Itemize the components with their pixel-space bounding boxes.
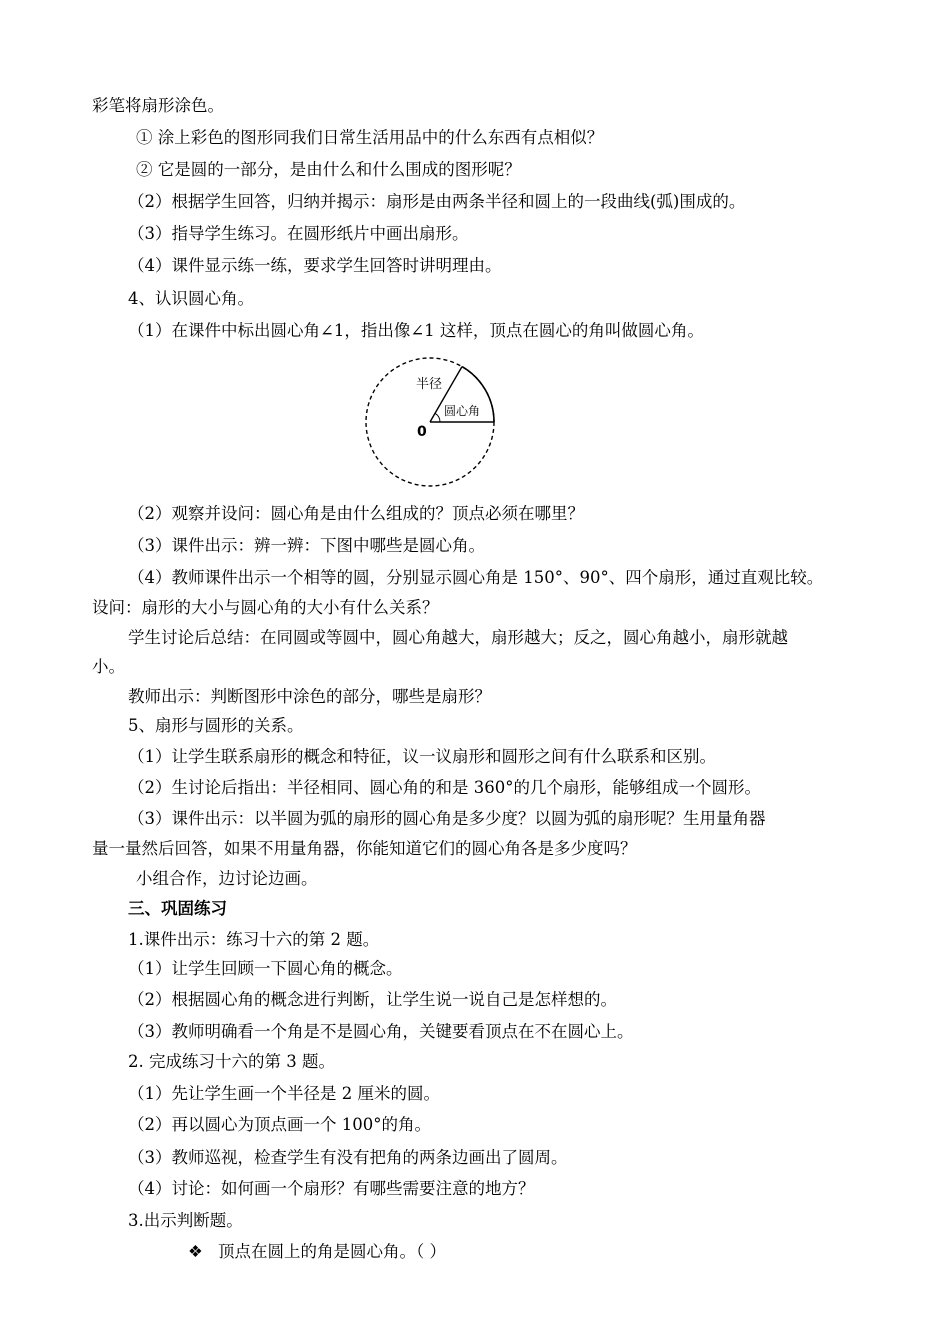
diamond-bullet-icon: ❖: [188, 1242, 203, 1261]
paragraph-line: （2）根据学生回答，归纳并揭示：扇形是由两条半径和圆上的一段曲线(弧)围成的。: [128, 192, 746, 211]
paragraph-line: （3）课件出示：以半圆为弧的扇形的圆心角是多少度？以圆为弧的扇形呢？生用量角器: [128, 809, 766, 828]
central-angle-diagram: [360, 352, 500, 492]
judgment-item: [188, 1241, 446, 1263]
paragraph-line: （1）先让学生画一个半径是 2 厘米的圆。: [128, 1084, 440, 1103]
question-item-1: ① 涂上彩色的图形同我们日常生活用品中的什么东西有点相似？: [136, 128, 604, 147]
paragraph-line: 设问：扇形的大小与圆心角的大小有什么关系？: [92, 598, 439, 617]
paragraph-line: （3）指导学生练习。在圆形纸片中画出扇形。: [128, 224, 469, 243]
judgment-item-text: 顶点在圆上的角是圆心角。（ ）: [218, 1242, 446, 1261]
paragraph-line: （4）课件显示练一练，要求学生回答时讲明理由。: [128, 256, 502, 275]
paragraph-line: （1）在课件中标出圆心角∠1，指出像∠1 这样，顶点在圆心的角叫做圆心角。: [128, 321, 704, 340]
angle-mark: [435, 413, 440, 422]
paragraph-line: （2）根据圆心角的概念进行判断，让学生说一说自己是怎样想的。: [128, 990, 617, 1009]
center-label: 0: [417, 424, 427, 440]
paragraph-line: （1）让学生联系扇形的概念和特征，议一议扇形和圆形之间有什么联系和区别。: [128, 747, 716, 766]
paragraph-line: （4）教师课件出示一个相等的圆，分别显示圆心角是 150°、90°、四个扇形，通过直观比较。: [128, 568, 824, 587]
paragraph-line: （2）生讨论后指出：半径相同、圆心角的和是 360°的几个扇形，能够组成一个圆形。: [128, 778, 761, 797]
paragraph-line: 1.课件出示：练习十六的第 2 题。: [128, 930, 380, 949]
section-heading: 5、扇形与圆形的关系。: [128, 716, 304, 735]
paragraph-line: 学生讨论后总结：在同圆或等圆中，圆心角越大，扇形越大；反之，圆心角越小，扇形就越: [128, 628, 788, 647]
paragraph-line: （1）让学生回顾一下圆心角的概念。: [128, 959, 403, 978]
paragraph-line: 2. 完成练习十六的第 3 题。: [128, 1052, 335, 1071]
paragraph-line: 量一量然后回答，如果不用量角器，你能知道它们的圆心角各是多少度吗？: [92, 839, 637, 858]
paragraph-line: 彩笔将扇形涂色。: [92, 96, 224, 115]
paragraph-line: （4）讨论：如何画一个扇形？有哪些需要注意的地方？: [128, 1179, 535, 1198]
radius-label: 半径: [416, 377, 443, 392]
section-heading: 三、巩固练习: [128, 899, 227, 918]
paragraph-line: 小组合作，边讨论边画。: [136, 869, 318, 888]
paragraph-line: 3.出示判断题。: [128, 1211, 243, 1230]
paragraph-line: （3）课件出示：辨一辨：下图中哪些是圆心角。: [128, 536, 485, 555]
angle-label: 圆心角: [444, 404, 481, 418]
paragraph-line: （2）再以圆心为顶点画一个 100°的角。: [128, 1115, 431, 1134]
paragraph-line: 教师出示：判断图形中涂色的部分，哪些是扇形？: [128, 687, 491, 706]
question-item-2: ② 它是圆的一部分，是由什么和什么围成的图形呢？: [136, 160, 521, 179]
paragraph-line: （3）教师巡视，检查学生有没有把角的两条边画出了圆周。: [128, 1148, 568, 1167]
paragraph-line: 小。: [92, 657, 125, 676]
paragraph-line: （3）教师明确看一个角是不是圆心角，关键要看顶点在不在圆心上。: [128, 1022, 634, 1041]
section-heading: 4、认识圆心角。: [128, 289, 254, 308]
paragraph-line: （2）观察并设问：圆心角是由什么组成的？顶点必须在哪里？: [128, 504, 584, 523]
